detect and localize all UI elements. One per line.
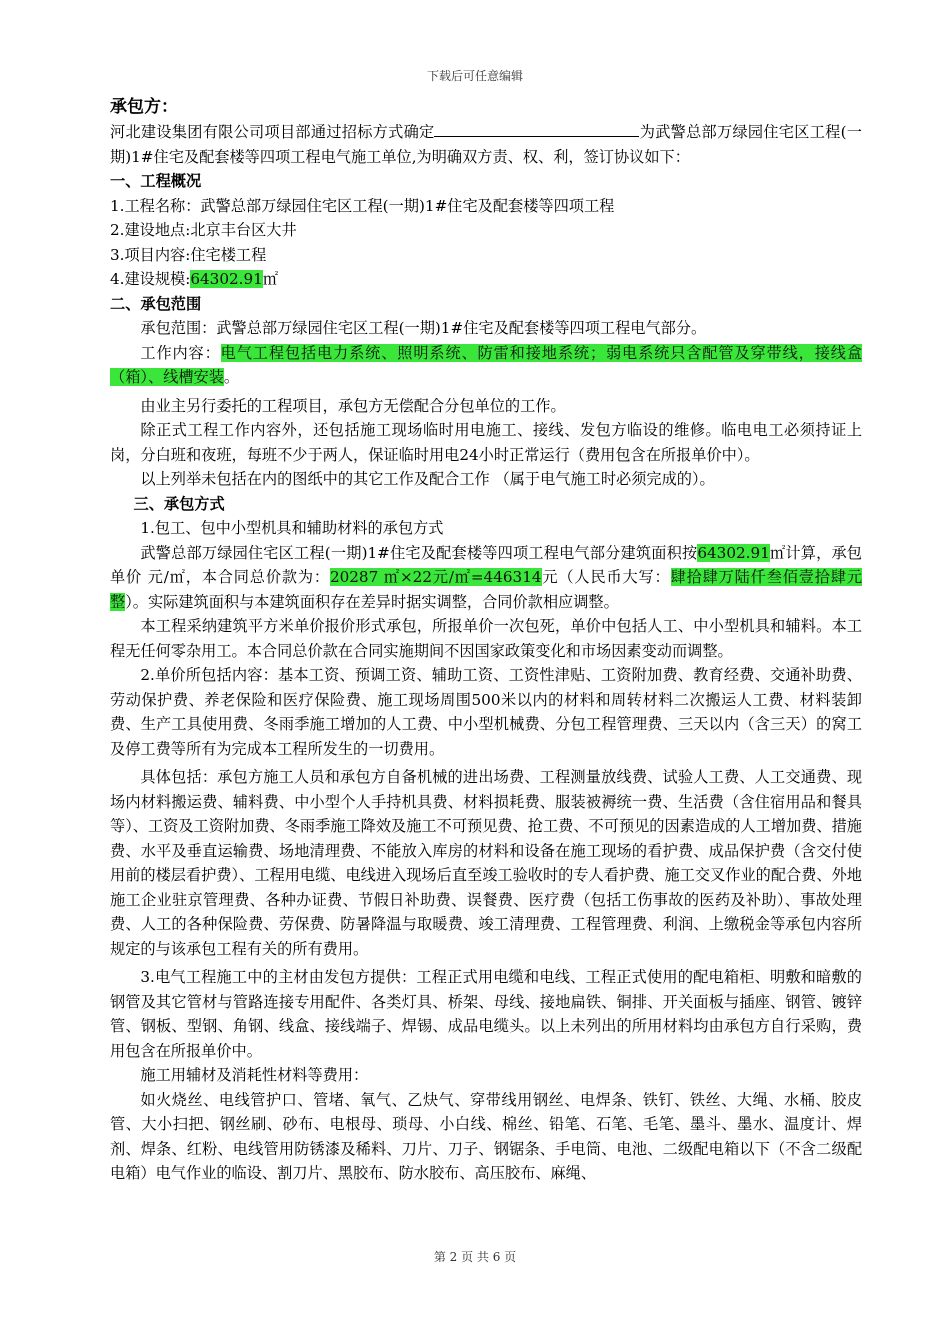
project-content: 3.项目内容:住宅楼工程	[110, 245, 267, 264]
price-area-value: 64302.91	[697, 543, 770, 562]
scope-paragraph: 承包范围：武警总部万绿园住宅区工程(一期)1#住宅及配套楼等四项工程电气部分。	[140, 319, 707, 337]
work-content-end: 。	[223, 368, 240, 386]
price-text-d: ）。实际建筑面积与本建筑面积存在差异时据实调整，合同价款相应调整。	[125, 592, 619, 611]
work-content-label: 工作内容：	[140, 343, 221, 362]
page-header: 下载后可任意编辑	[426, 69, 523, 83]
price-paragraph	[110, 541, 862, 615]
party-title: 承包方：	[110, 97, 178, 117]
page-footer: 第 2 页 共 6 页	[433, 1250, 517, 1264]
intro-paragraph	[110, 120, 862, 169]
contract-method-paragraph: 1.包工、包中小型机具和辅助材料的承包方式	[140, 519, 444, 537]
auxiliary-materials-title: 施工用辅材及消耗性材料等费用：	[140, 1066, 369, 1084]
project-location: 2.建设地点:北京丰台区大井	[110, 221, 297, 239]
specific-items-paragraph: 具体包括：承包方施工人员和承包方自备机械的进出场费、工程测量放线费、试验人工费、人工交通费、现场内材料搬运费、辅料费、中小型个人手持机具费、材料损耗费、服装被褥统一费、生活费（含住宿用品和餐具等）、工资及工资附加费、冬雨季施工降效及施工不可预见费、抢工费、不可预见的因素造成的人工增加费、措施费、水平及垂直运输费、场地清理费、不能放入库房的材料和设备在施工现场的看护费、成品保护费（含交付使用前的楼层看护费）、工程用电缆、电线进入现场后直至竣工验收时的专人看护费、施工交叉作业的配合费、外地施工企业驻京管理费、各种办证费、节假日补助费、误餐费、医疗费（包括工伤事故的医药及补助）、事故处理费、人工的各种保险费、劳保费、防暑降温与取暖费、竣工清理费、工程管理费、利润、上缴税金等承包内容所规定的与该承包工程有关的所有费用。	[110, 768, 862, 958]
document-body	[110, 94, 862, 1186]
work-content-highlight: 电气工程包括电力系统、照明系统、防雷和接地系统；弱电系统只含配管及穿带线，接线盒（箱）、线槽安装	[110, 343, 863, 386]
scale-label: 4.建设规模:	[110, 270, 191, 288]
price-words-value: 肆拾肆万陆仟叁佰壹拾肆元整	[110, 568, 863, 611]
auxiliary-materials-list: 如火烧丝、电线管护口、管堵、氧气、乙炔气、穿带线用钢丝、电焊条、铁钉、铁丝、大绳、水桶、胶皮管、大小扫把、钢丝刷、砂布、电根母、琐母、小白线、棉丝、铅笔、石笔、毛笔、墨斗、墨水、温度计、焊剂、焊条、红粉、电线管用防锈漆及稀料、刀片、刀子、钢锯条、手电筒、电池、二级配电箱以下（不含二级配电箱）电气作业的临设、割刀片、黑胶布、防水胶布、高压胶布、麻绳、	[110, 1090, 862, 1182]
other-work-paragraph: 以上列举未包括在内的图纸中的其它工作及配合工作 （属于电气施工时必须完成的）。	[140, 470, 715, 488]
section-2-title: 二、承包范围	[110, 294, 202, 313]
scale-unit: ㎡	[262, 270, 279, 288]
price-text-a: 武警总部万绿园住宅区工程(一期)1#住宅及配套楼等四项工程电气部分建筑面积按	[140, 543, 698, 562]
section-1-title: 一、工程概况	[110, 172, 202, 190]
intro-text-b: 为武警总部万绿园住宅区工程(一期)1#住宅及配套楼等四项工程电气施工单位,为明确双方责、权、利，签订协议如下：	[110, 123, 862, 166]
unit-price-contents-paragraph: 2.单价所包括内容：基本工资、预调工资、辅助工资、工资性津贴、工资附加费、教育经费、交通补助费、劳动保护费、养老保险和医疗保险费、施工现场周围500米以内的材料和周转材料二次搬运人工费、材料装卸费、生产工具使用费、冬雨季施工增加的人工费、中小型机械费、分包工程管理费、三天以内（含三天）的窝工及停工费等所有为完成本工程所发生的一切费用。	[110, 666, 862, 758]
project-name: 1.工程名称：武警总部万绿园住宅区工程(一期)1#住宅及配套楼等四项工程	[110, 196, 615, 215]
intro-text-a: 河北建设集团有限公司项目部通过招标方式确定	[110, 123, 435, 141]
temp-power-paragraph: 除正式工程工作内容外，还包括施工现场临时用电施工、接线、发包方临设的维修。临电电工必须持证上岗，分白班和夜班，每班不少于两人，保证临时用电24小时正常运行（费用包含在所报单价中）。	[110, 421, 862, 464]
unit-price-paragraph: 本工程采纳建筑平方米单价报价形式承包，所报单价一次包死，单价中包括人工、中小型机具和辅料。本工程无任何零杂用工。本合同总价款在合同实施期间不因国家政策变化和市场因素变动而调整。	[110, 617, 862, 660]
blank-underline	[434, 122, 639, 137]
scale-value: 64302.91	[190, 270, 263, 288]
main-materials-paragraph: 3.电气工程施工中的主材由发包方提供：工程正式用电缆和电线、工程正式使用的配电箱柜、明敷和暗敷的钢管及其它管材与管路连接专用配件、各类灯具、桥架、母线、接地扁铁、铜排、开关面板与插座、钢管、镀锌管、钢板、型钢、角钢、线盒、接线端子、焊锡、成品电缆头。以上未列出的所用材料均由承包方自行采购，费用包含在所报单价中。	[110, 968, 862, 1060]
price-text-b: ㎡计算，承包单价 元/㎡，本合同总价款为：	[110, 543, 862, 586]
price-total-value: 20287 ㎡×22元/㎡=446314	[329, 568, 542, 586]
section-3-title: 三、承包方式	[133, 494, 225, 513]
owner-commission-paragraph: 由业主另行委托的工程项目，承包方无偿配合分包单位的工作。	[140, 396, 566, 415]
work-content-paragraph	[110, 341, 862, 390]
project-scale	[110, 267, 862, 292]
price-text-c: 元（人民币大写：	[541, 568, 671, 586]
